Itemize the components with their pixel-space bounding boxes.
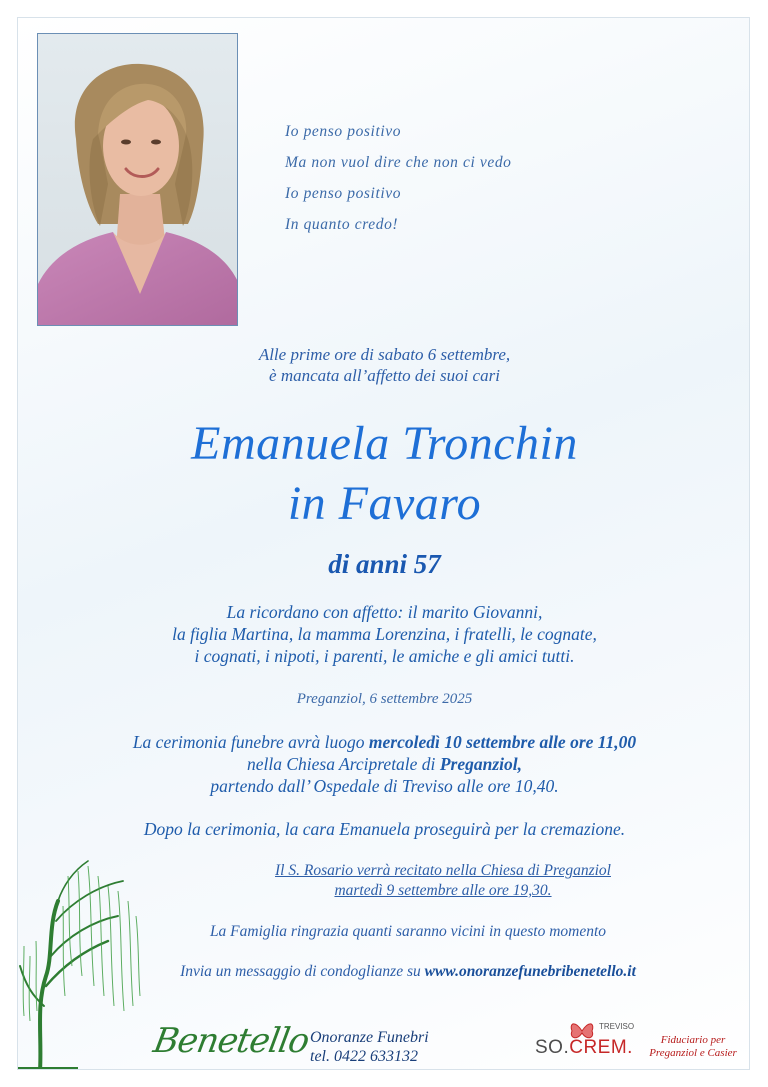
company-info [310, 1028, 429, 1066]
announcement-intro [18, 344, 750, 386]
rosary-notice [133, 861, 750, 901]
benetello-logo: Benetello [150, 1021, 312, 1061]
willow-tree-icon [18, 846, 148, 1070]
ceremony-text: nella Chiesa Arcipretale di [247, 754, 440, 774]
fiduciario-note [638, 1034, 748, 1060]
cremation-note: Dopo la cerimonia, la cara Emanuela proseguirà per la cremazione. [143, 819, 626, 839]
fiduciario-line: Fiduciario per [660, 1034, 726, 1046]
poem-line: Io penso positivo [285, 123, 402, 140]
intro-line: Alle prime ore di sabato 6 settembre, [258, 345, 511, 364]
dateline: Preganziol, 6 settembre 2025 [296, 691, 473, 707]
poem-line: In quanto credo! [285, 216, 399, 233]
ceremony-line [18, 753, 750, 775]
deceased-married-name: in Favaro [287, 477, 482, 530]
poem-line: Ma non vuol dire che non ci vedo [285, 154, 512, 171]
intro-line: è mancata all’affetto dei suoi cari [269, 366, 500, 385]
family-line: La ricordano con affetto: il marito Giovanni, [226, 602, 543, 622]
poem [285, 122, 512, 246]
obituary-page [17, 17, 750, 1070]
deceased-age: di anni 57 [328, 549, 441, 579]
ceremony-text: La cerimonia funebre avrà luogo [132, 732, 369, 752]
ceremony-date: mercoledì 10 settembre alle ore 11,00 [368, 732, 637, 752]
ceremony-place: Preganziol, [439, 754, 522, 774]
company-phone: tel. 0422 633132 [310, 1048, 418, 1065]
socrem-crem: CREM. [569, 1037, 633, 1058]
condolences-website-link[interactable]: www.onoranzefunebribenetello.it [424, 963, 636, 980]
company-name: Onoranze Funebri [310, 1029, 429, 1046]
socrem-wordmark [535, 1037, 633, 1059]
poem-line: Io penso positivo [285, 185, 402, 202]
ceremony-line: partendo dall’ Ospedale di Treviso alle ore 10,40. [210, 776, 559, 796]
portrait-photo [37, 33, 238, 326]
socrem-so: SO. [535, 1037, 570, 1058]
fiduciario-line: Preganziol e Casier [649, 1047, 737, 1059]
rosary-line: Il S. Rosario verrà recitato nella Chiesa di Preganziol [275, 862, 611, 879]
ceremony-info [18, 731, 750, 797]
rosary-line: martedì 9 settembre alle ore 19,30. [334, 882, 552, 899]
socrem-logo [533, 1020, 643, 1064]
family-line: i cognati, i nipoti, i parenti, le amiche e gli amici tutti. [194, 646, 575, 666]
condolences-text: Invia un messaggio di condoglianze su [180, 963, 425, 980]
deceased-name: Emanuela Tronchin [191, 417, 578, 470]
condolences-message [68, 962, 748, 982]
socrem-treviso: TREVISO [599, 1022, 635, 1031]
family-thanks: La Famiglia ringrazia quanti saranno vicini in questo momento [209, 923, 607, 940]
family-line: la figlia Martina, la mamma Lorenzina, i fratelli, le cognate, [172, 624, 597, 644]
family-mourners [18, 601, 750, 667]
ceremony-line [18, 731, 750, 753]
